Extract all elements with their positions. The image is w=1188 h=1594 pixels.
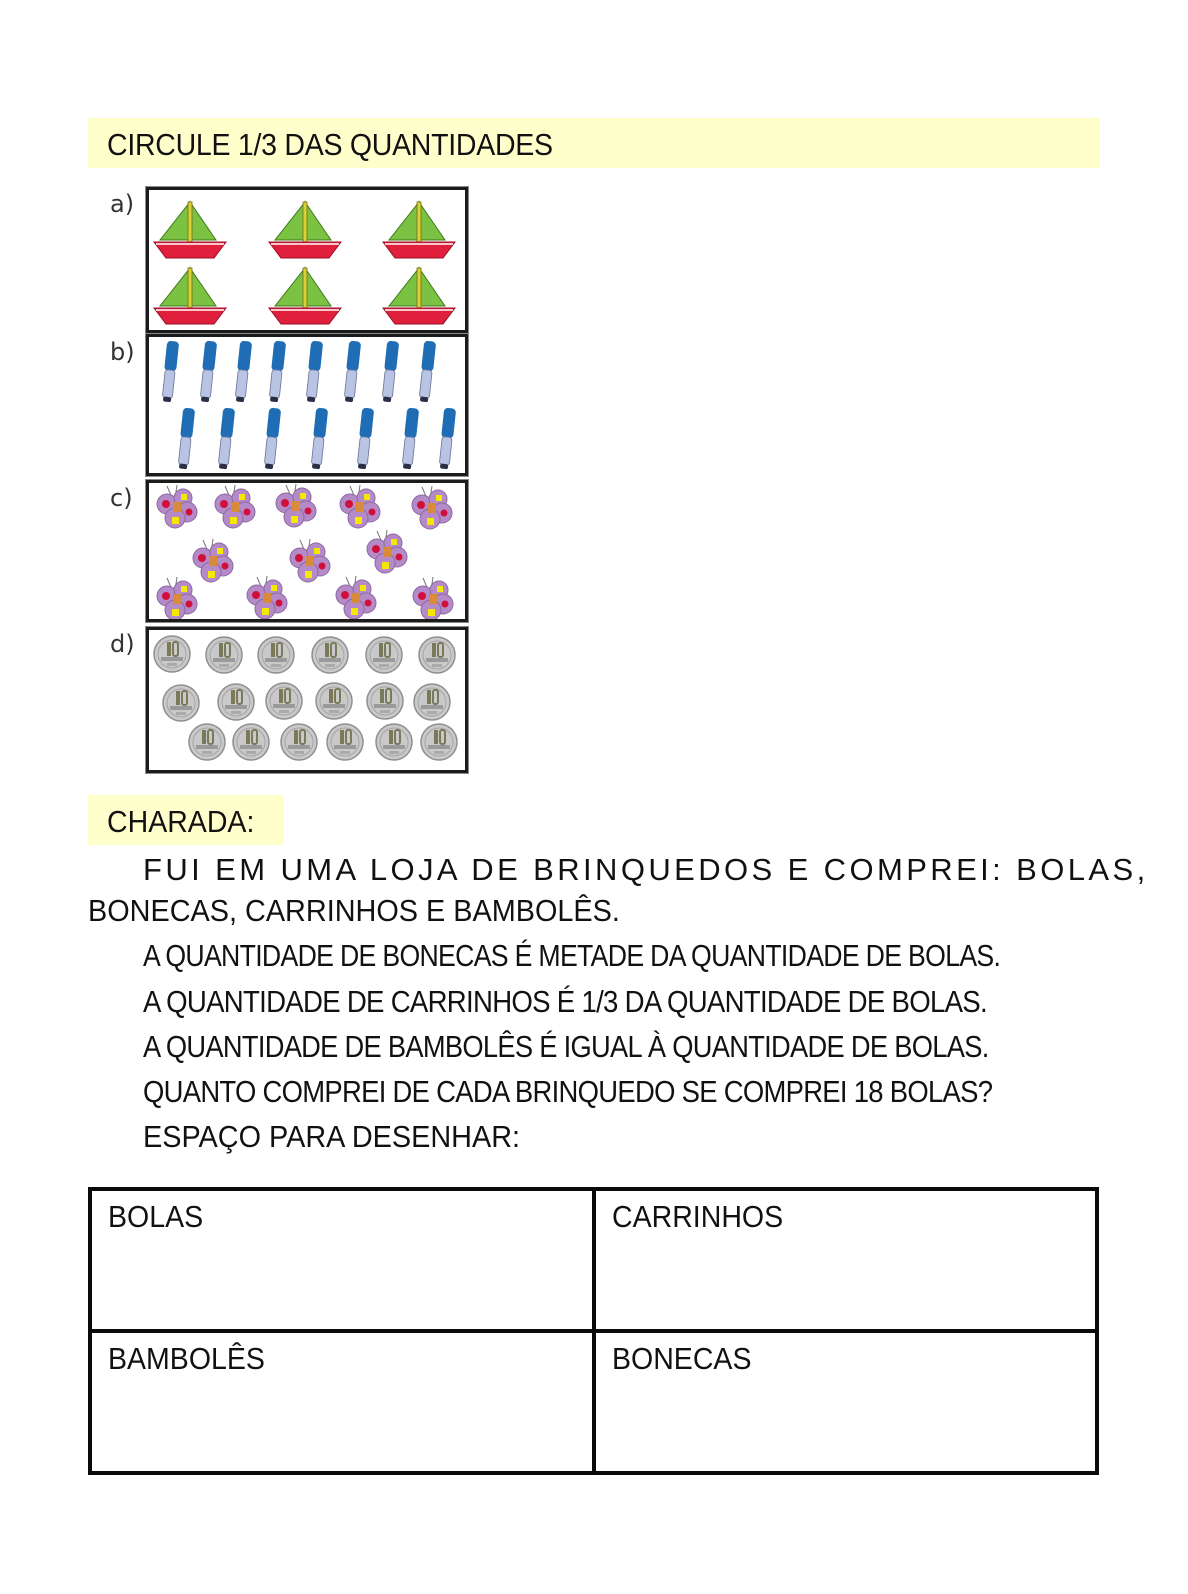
coin-10-centavos-icon[interactable] bbox=[264, 681, 304, 726]
marker-pen-icon[interactable] bbox=[304, 339, 324, 410]
marker-pen-icon[interactable] bbox=[216, 406, 236, 476]
coin-10-centavos-icon[interactable] bbox=[364, 635, 404, 680]
coin-10-centavos-icon[interactable] bbox=[365, 681, 405, 726]
exercise-label-c: c) bbox=[110, 484, 133, 512]
riddle-heading-banner bbox=[88, 795, 284, 845]
exercise-box-pens[interactable] bbox=[146, 334, 468, 476]
sailboat-icon[interactable] bbox=[152, 200, 228, 265]
sailboat-icon[interactable] bbox=[267, 266, 343, 331]
marker-pen-icon[interactable] bbox=[309, 406, 329, 476]
marker-pen-icon[interactable] bbox=[176, 406, 196, 476]
sailboat-icon[interactable] bbox=[381, 266, 457, 331]
coin-10-centavos-icon[interactable] bbox=[417, 635, 457, 680]
drawing-cell-bamboles[interactable] bbox=[90, 1331, 594, 1473]
butterfly-icon[interactable] bbox=[153, 576, 201, 622]
butterfly-icon[interactable] bbox=[272, 483, 320, 536]
cell-label-bamboles: BAMBOLÊS bbox=[108, 1341, 265, 1376]
coin-10-centavos-icon[interactable] bbox=[325, 722, 365, 767]
riddle-line-bambboles: A QUANTIDADE DE BAMBOLÊS É IGUAL À QUANTIDADE DE BOLAS. bbox=[143, 1029, 989, 1064]
marker-pen-icon[interactable] bbox=[437, 406, 457, 476]
coin-10-centavos-icon[interactable] bbox=[152, 634, 192, 679]
drawing-space-label: ESPAÇO PARA DESENHAR: bbox=[143, 1119, 521, 1154]
coin-10-centavos-icon[interactable] bbox=[314, 681, 354, 726]
coin-10-centavos-icon[interactable] bbox=[412, 682, 452, 727]
riddle-intro-line-1: FUI EM UMA LOJA DE BRINQUEDOS E COMPREI: BOLAS, bbox=[143, 852, 1149, 887]
cell-label-carrinhos: CARRINHOS bbox=[611, 1199, 783, 1234]
marker-pen-icon[interactable] bbox=[267, 339, 287, 410]
coin-10-centavos-icon[interactable] bbox=[256, 635, 296, 680]
coin-10-centavos-icon[interactable] bbox=[374, 722, 414, 767]
marker-pen-icon[interactable] bbox=[160, 339, 180, 410]
marker-pen-icon[interactable] bbox=[342, 339, 362, 410]
riddle-question: QUANTO COMPREI DE CADA BRINQUEDO SE COMPREI 18 BOLAS? bbox=[143, 1074, 993, 1109]
butterfly-icon[interactable] bbox=[332, 575, 380, 622]
riddle-intro-line-2: BONECAS, CARRINHOS E BAMBOLÊS. bbox=[88, 893, 620, 928]
exercise-box-butterflies[interactable] bbox=[146, 480, 468, 622]
exercise-box-coins[interactable] bbox=[146, 627, 468, 773]
marker-pen-icon[interactable] bbox=[355, 406, 375, 476]
cell-label-bolas: BOLAS bbox=[108, 1199, 204, 1234]
riddle-line-carrinhos: A QUANTIDADE DE CARRINHOS É 1/3 DA QUANTIDADE DE BOLAS. bbox=[143, 984, 987, 1019]
butterfly-icon[interactable] bbox=[211, 484, 259, 537]
butterfly-icon[interactable] bbox=[409, 576, 457, 622]
riddle-heading: CHARADA: bbox=[107, 804, 255, 839]
drawing-cell-bolas[interactable] bbox=[90, 1189, 594, 1331]
coin-10-centavos-icon[interactable] bbox=[279, 722, 319, 767]
exercise-title: CIRCULE 1/3 DAS QUANTIDADES bbox=[107, 127, 553, 162]
coin-10-centavos-icon[interactable] bbox=[216, 682, 256, 727]
marker-pen-icon[interactable] bbox=[198, 339, 218, 410]
butterfly-icon[interactable] bbox=[243, 575, 291, 622]
exercise-label-b: b) bbox=[110, 338, 135, 366]
sailboat-icon[interactable] bbox=[381, 200, 457, 265]
exercise-label-d: d) bbox=[110, 630, 135, 658]
coin-10-centavos-icon[interactable] bbox=[187, 722, 227, 767]
butterfly-icon[interactable] bbox=[153, 484, 201, 537]
drawing-cell-bonecas[interactable] bbox=[594, 1331, 1098, 1473]
butterfly-icon[interactable] bbox=[408, 485, 456, 538]
drawing-grid bbox=[88, 1187, 1099, 1475]
exercise-label-a: a) bbox=[110, 190, 135, 218]
coin-10-centavos-icon[interactable] bbox=[310, 635, 350, 680]
butterfly-icon[interactable] bbox=[286, 538, 334, 591]
marker-pen-icon[interactable] bbox=[262, 406, 282, 476]
coin-10-centavos-icon[interactable] bbox=[231, 722, 271, 767]
exercise-box-boats[interactable] bbox=[146, 187, 468, 333]
sailboat-icon[interactable] bbox=[267, 200, 343, 265]
marker-pen-icon[interactable] bbox=[380, 339, 400, 410]
cell-label-bonecas: BONECAS bbox=[611, 1341, 751, 1376]
marker-pen-icon[interactable] bbox=[233, 339, 253, 410]
exercise-title-banner bbox=[88, 118, 1100, 168]
marker-pen-icon[interactable] bbox=[417, 339, 437, 410]
sailboat-icon[interactable] bbox=[152, 266, 228, 331]
drawing-cell-carrinhos[interactable] bbox=[594, 1189, 1098, 1331]
riddle-line-bonecas: A QUANTIDADE DE BONECAS É METADE DA QUANTIDADE DE BOLAS. bbox=[143, 938, 1001, 973]
coin-10-centavos-icon[interactable] bbox=[419, 722, 459, 767]
coin-10-centavos-icon[interactable] bbox=[204, 635, 244, 680]
marker-pen-icon[interactable] bbox=[400, 406, 420, 476]
